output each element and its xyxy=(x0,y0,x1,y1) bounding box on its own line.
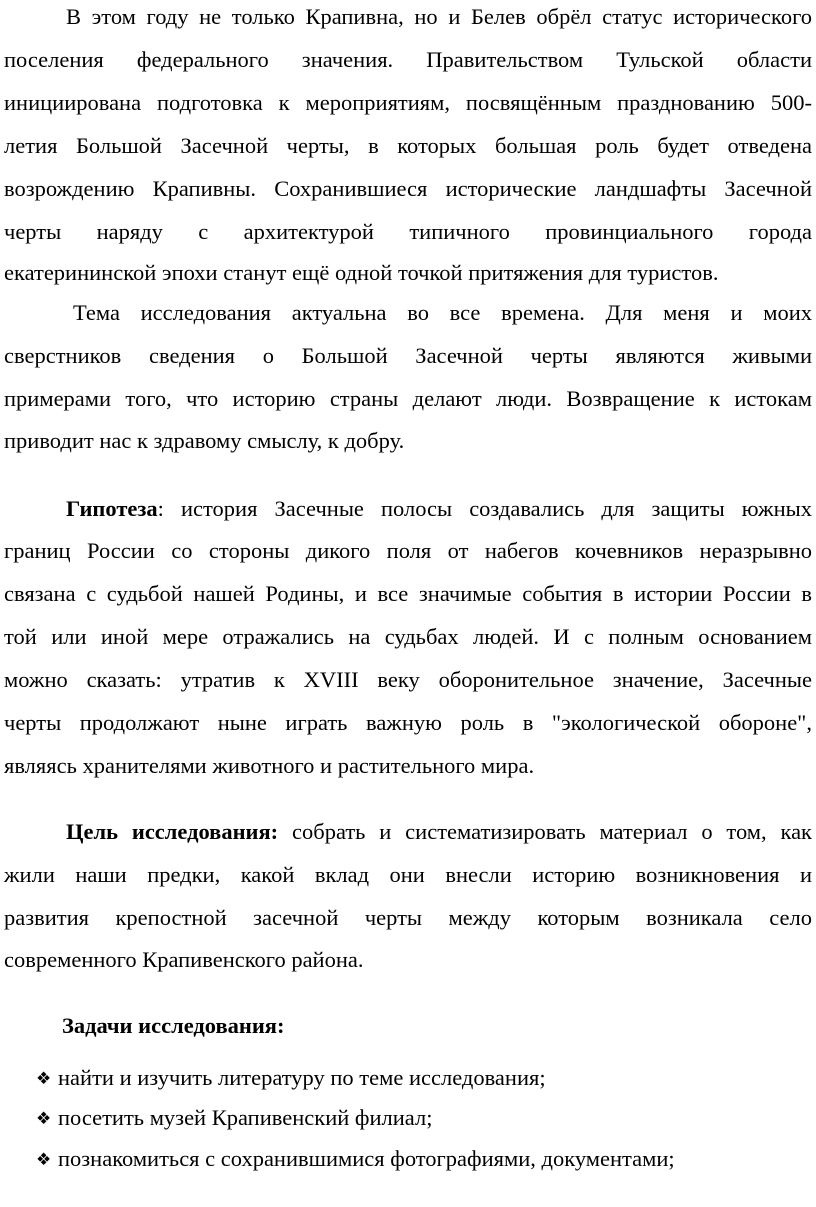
tasks-heading: Задачи исследования: xyxy=(62,1013,285,1038)
list-item xyxy=(36,1103,432,1133)
text-line: той или иной мере отражались на судьбах людей. И с полным основанием xyxy=(4,624,812,649)
text-line: жили наши предки, какой вклад они внесли историю возникновения и xyxy=(4,862,812,887)
text-line: приводит нас к здравому смыслу, к добру. xyxy=(4,428,405,453)
text-line: черты наряду с архитектурой типичного провинциального города xyxy=(4,219,812,244)
list-item-text: познакомиться с сохранившимися фотографиями, документами; xyxy=(58,1146,675,1171)
list-item xyxy=(36,1144,675,1174)
text-line: В этом году не только Крапивна, но и Белев обрёл статус исторического xyxy=(66,4,812,29)
text-line: связана с судьбой нашей Родины, и все значимые события в истории России в xyxy=(4,581,812,606)
text-line: черты продолжают ныне играть важную роль в "экологической обороне", xyxy=(4,710,812,735)
text-line: сверстников сведения о Большой Засечной черты являются живыми xyxy=(4,343,812,368)
text-line: летия Большой Засечной черты, в которых большая роль будет отведена xyxy=(4,133,812,158)
text-line: Тема исследования актуальна во все времена. Для меня и моих xyxy=(73,300,812,325)
text-line xyxy=(66,817,812,847)
text-line xyxy=(66,494,812,524)
text-line: поселения федерального значения. Правительством Тульской области xyxy=(4,47,812,72)
text-line: можно сказать: утратив к XVIII веку оборонительное значение, Засечные xyxy=(4,667,812,692)
hypothesis-label: Гипотеза xyxy=(66,496,158,521)
hypothesis-text: : история Засечные полосы создавались для защиты южных xyxy=(157,496,812,521)
text-line: екатерининской эпохи станут ещё одной точкой притяжения для туристов. xyxy=(4,260,719,285)
text-line: границ России со стороны дикого поля от набегов кочевников неразрывно xyxy=(4,538,812,563)
text-line: развития крепостной засечной черты между которым возникала село xyxy=(4,905,812,930)
text-line: примерами того, что историю страны делают люди. Возвращение к истокам xyxy=(4,386,812,411)
diamond-bullet-icon: ❖ xyxy=(36,1069,52,1088)
text-line: возрождению Крапивны. Сохранившиеся исторические ландшафты Засечной xyxy=(4,176,812,201)
goal-text: собрать и систематизировать материал о том, как xyxy=(278,819,812,844)
list-item xyxy=(36,1063,546,1093)
text-line: являясь хранителями животного и растительного мира. xyxy=(4,753,535,778)
diamond-bullet-icon: ❖ xyxy=(36,1150,52,1169)
text-line: инициирована подготовка к мероприятиям, посвящённым празднованию 500- xyxy=(4,90,812,115)
text-line: современного Крапивенского района. xyxy=(4,947,364,972)
diamond-bullet-icon: ❖ xyxy=(36,1109,52,1128)
list-item-text: посетить музей Крапивенский филиал; xyxy=(58,1105,433,1130)
list-item-text: найти и изучить литературу по теме исследования; xyxy=(58,1065,546,1090)
goal-label: Цель исследования: xyxy=(66,819,279,844)
